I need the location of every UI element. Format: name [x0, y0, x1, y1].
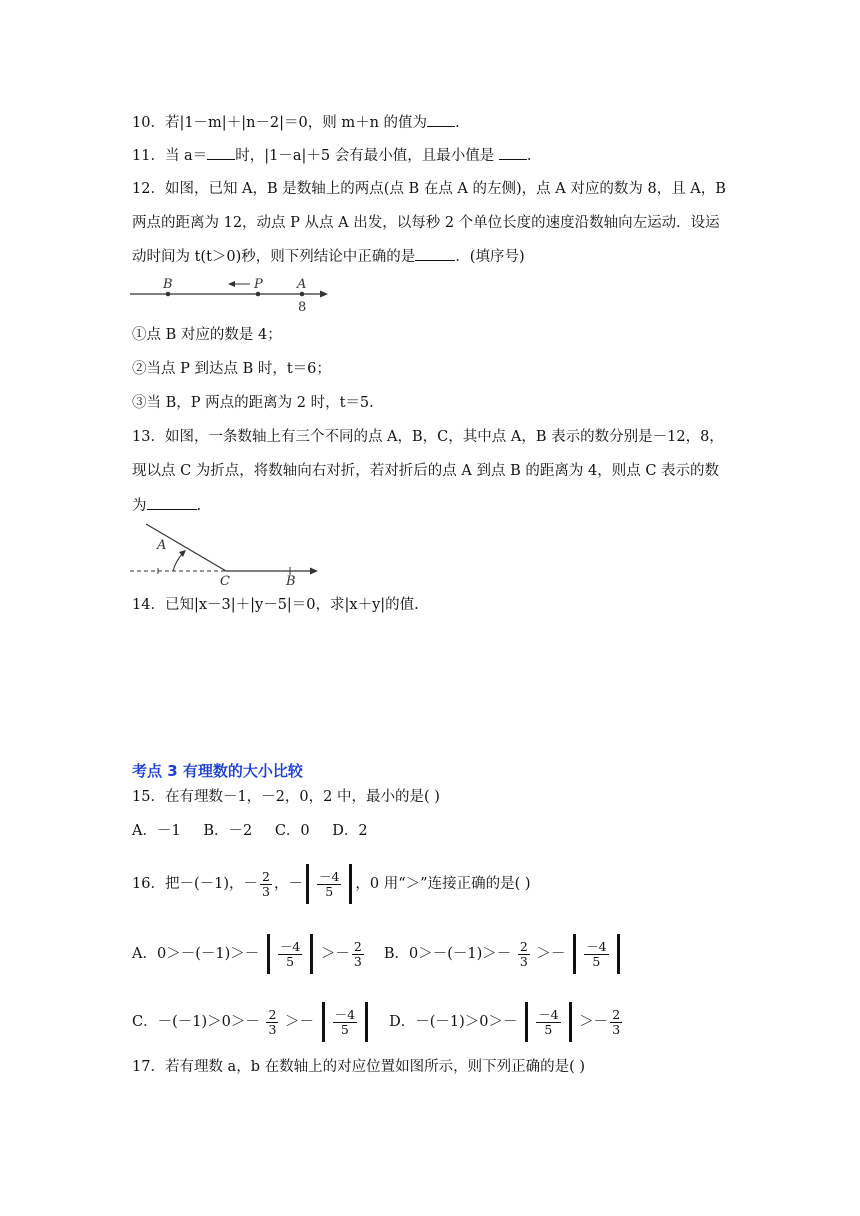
label-a: A [297, 277, 307, 292]
question-16 [132, 862, 531, 906]
question-16-options-ab [132, 932, 623, 976]
fraction-two-thirds: $\frac{2}{3}$ [262, 868, 270, 899]
option-b[interactable]: B．－2 [203, 823, 253, 839]
question-11-end: . [526, 148, 532, 164]
question-11 [132, 145, 531, 166]
question-15-options [132, 821, 368, 841]
number-line-figure-12 [128, 276, 333, 318]
axis-arrow-icon [320, 291, 328, 298]
value-a: 8 [298, 300, 307, 315]
question-16-options-cd [132, 1000, 624, 1044]
abs-value-frac: $\frac{-4}{5}$ [306, 864, 352, 904]
question-12-end: ．(填序号) [455, 249, 525, 265]
question-14: 14．已知|x－3|＋|y－5|＝0，求|x＋y|的值. [132, 597, 419, 613]
question-11-mid: 时，|1－a|＋5 会有最小值，且最小值是 [235, 148, 499, 164]
question-12-line-1: 12．如图，已知 A，B 是数轴上的两点(点 B 在点 A 的左侧)，点 A 对应的数为 8，且 A，B [132, 181, 726, 197]
question-13-text: 为 [132, 498, 147, 514]
option-d[interactable]: D．2 [332, 823, 368, 839]
question-13-line-1: 13．如图，一条数轴上有三个不同的点 A，B，C，其中点 A，B 表示的数分别是－12，8， [132, 429, 724, 445]
option-a[interactable]: A．－1 [132, 823, 181, 839]
question-12-text: 动时间为 t(t＞0)秒，则下列结论中正确的是 [132, 249, 416, 265]
answer-blank[interactable] [207, 145, 235, 160]
label-b: B [163, 277, 173, 292]
option-d[interactable]: D．－(－1)＞0＞－ $\frac{-4}{5}$ ＞－ $\frac{2}{3}$ [389, 1002, 624, 1042]
answer-blank[interactable] [427, 112, 455, 127]
label-a: A [157, 538, 167, 553]
question-13-end: . [196, 498, 202, 514]
question-16-sep: ，－ [273, 876, 303, 892]
option-a[interactable]: A．0＞－(－1)＞－ $\frac{-4}{5}$ ＞－ $\frac{2}{3}$ [132, 934, 366, 974]
question-12-line-2: 两点的距离为 12，动点 P 从点 A 出发，以每秒 2 个单位长度的速度沿数轴向左运动．设运 [132, 215, 720, 231]
question-11-text: 11．当 a＝ [132, 148, 208, 164]
axis-arrow-icon [310, 568, 318, 575]
option-c[interactable]: C．0 [274, 823, 310, 839]
statement-1: ①点 B 对应的数是 4； [132, 327, 282, 343]
answer-blank[interactable] [499, 145, 527, 160]
label-p: P [254, 277, 263, 292]
statement-2: ②当点 P 到达点 B 时，t＝6； [132, 361, 331, 377]
question-10 [132, 112, 460, 133]
answer-blank[interactable] [415, 246, 455, 261]
question-16-end: ，0 用“＞”连接正确的是( ) [355, 876, 531, 892]
question-10-text: 10．若|1－m|＋|n－2|＝0，则 m＋n 的值为 [132, 115, 428, 131]
question-15: 15．在有理数－1，－2，0，2 中，最小的是( ) [132, 789, 440, 805]
motion-arrowhead-icon [228, 281, 235, 287]
label-c: C [220, 574, 230, 589]
question-12-line-3 [132, 246, 525, 267]
point-p [256, 292, 261, 297]
statement-3: ③当 B，P 两点的距离为 2 时，t＝5. [132, 395, 374, 411]
point-b [166, 292, 171, 297]
fold-figure-13 [128, 518, 328, 588]
question-16-text: 16．把－(－1)，－ [132, 876, 258, 892]
question-13-line-3 [132, 495, 201, 516]
label-b: B [286, 574, 296, 589]
answer-blank[interactable] [147, 495, 197, 510]
point-a [300, 292, 305, 297]
section-heading: 考点 3 有理数的大小比较 [132, 762, 303, 780]
question-13-line-2: 现以点 C 为折点，将数轴向右对折，若对折后的点 A 到点 B 的距离为 4，则点 C 表示的数 [132, 463, 720, 479]
question-17: 17．若有理数 a，b 在数轴上的对应位置如图所示，则下列正确的是( ) [132, 1059, 586, 1075]
option-c[interactable]: C．－(－1)＞0＞－ $\frac{2}{3}$ ＞－ $\frac{-4}{5}$ [132, 1002, 371, 1042]
option-b[interactable]: B．0＞－(－1)＞－ $\frac{2}{3}$ ＞－ $\frac{-4}{5}$ [384, 934, 623, 974]
question-10-end: . [455, 115, 460, 131]
